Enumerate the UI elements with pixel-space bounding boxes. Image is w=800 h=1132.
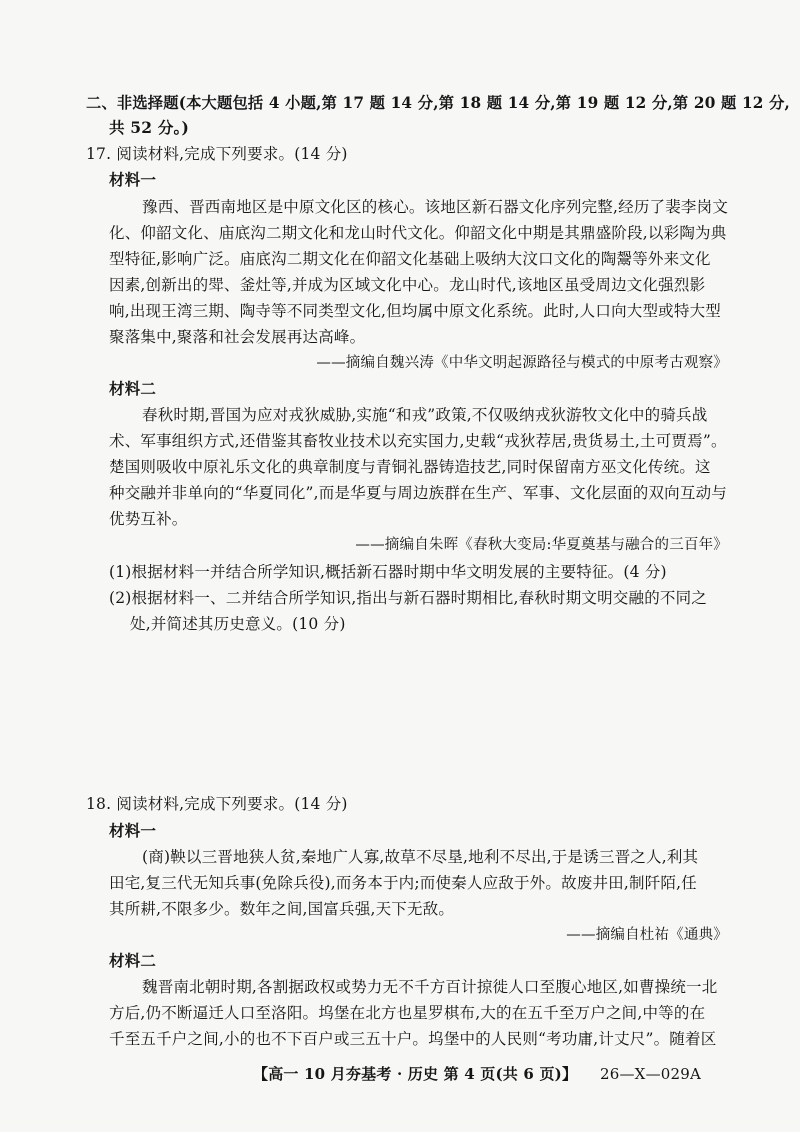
q17-m2-line: 楚国则吸收中原礼乐文化的典章制度与青铜礼器铸造技艺,同时保留南方巫文化传统。这 [109, 458, 711, 476]
q17-m1-line: 聚落集中,聚落和社会发展再达高峰。 [109, 328, 366, 346]
q18-m2-line: 魏晋南北朝时期,各割据政权或势力无不千方百计掠徙人口至腹心地区,如曹操统一北 [142, 978, 718, 996]
q18-title: 18. 阅读材料,完成下列要求。(14 分) [86, 795, 348, 813]
section-heading-line-2: 共 52 分。) [109, 118, 190, 137]
q18-m1-line: 田宅,复三代无知兵事(免除兵役),而务本于内;而使秦人应敌于外。故废井田,制阡陌,任 [109, 874, 697, 892]
q17-subquestion-1: (1)根据材料一并结合所学知识,概括新石器时期中华文明发展的主要特征。(4 分) [109, 563, 667, 581]
q17-m1-line: 豫西、晋西南地区是中原文化区的核心。该地区新石器文化序列完整,经历了裴李岗文 [142, 198, 729, 216]
q17-m2-line: 术、军事组织方式,还借鉴其畜牧业技术以充实国力,史载“戎狄荐居,贵货易土,土可贾焉”。 [109, 432, 727, 450]
q17-material-2-label: 材料二 [109, 379, 157, 398]
q17-m2-source: ——摘编自朱晖《春秋大变局:华夏奠基与融合的三百年》 [355, 537, 728, 553]
q18-m1-source: ——摘编自杜祐《通典》 [566, 927, 728, 943]
q17-m2-line: 春秋时期,晋国为应对戎狄威胁,实施“和戎”政策,不仅吸纳戎狄游牧文化中的骑兵战 [142, 406, 708, 424]
q18-m2-line: 方后,仍不断逼迁人口至洛阳。坞堡在北方也星罗棋布,大的在五千至万户之间,中等的在 [109, 1004, 706, 1022]
q17-material-1-label: 材料一 [109, 170, 157, 189]
q17-m1-line: 化、仰韶文化、庙底沟二期文化和龙山时代文化。仰韶文化中期是其鼎盛阶段,以彩陶为典 [109, 224, 727, 242]
q17-m1-source: ——摘编自魏兴涛《中华文明起源路径与模式的中原考古观察》 [316, 355, 728, 371]
q18-material-1-label: 材料一 [109, 821, 157, 840]
q17-title: 17. 阅读材料,完成下列要求。(14 分) [86, 145, 348, 163]
q18-material-2-label: 材料二 [109, 951, 157, 970]
q17-m2-line: 种交融并非单向的“华夏同化”,而是华夏与周边族群在生产、军事、文化层面的双向互动与 [109, 484, 727, 502]
q17-m1-line: 型特征,影响广泛。庙底沟二期文化在仰韶文化基础上吸纳大汶口文化的陶鬶等外来文化 [109, 250, 711, 268]
q17-subquestion-2-line-1: (2)根据材料一、二并结合所学知识,指出与新石器时期相比,春秋时期文明交融的不同之 [109, 589, 708, 607]
q18-m1-line: (商)鞅以三晋地狭人贫,秦地广人寡,故草不尽垦,地利不尽出,于是诱三晋之人,利其 [142, 848, 699, 866]
section-heading-line-1: 二、非选择题(本大题包括 4 小题,第 17 题 14 分,第 18 题 14 分,第 19 题 12 分,第 20 题 12 分, [86, 93, 791, 112]
q17-m1-line: 响,出现王湾三期、陶寺等不同类型文化,但均属中原文化系统。此时,人口向大型或特大型 [109, 302, 721, 320]
q18-m1-line: 其所耕,不限多少。数年之间,国富兵强,天下无敌。 [109, 900, 455, 918]
q17-m2-line: 优势互补。 [109, 510, 188, 528]
exam-code: 26—X—029A [600, 1065, 702, 1083]
q17-subquestion-2-line-2: 处,并简述其历史意义。(10 分) [130, 615, 346, 633]
q17-m1-line: 因素,创新出的斝、釜灶等,并成为区域文化中心。龙山时代,该地区虽受周边文化强烈影 [109, 276, 706, 294]
q18-m2-line: 千至五千户之间,小的也不下百户或三五十户。坞堡中的人民则“考功庸,计丈尺”。随着区 [109, 1030, 717, 1048]
page-footer-label: 【高一 10 月夯基考 · 历史 第 4 页(共 6 页)】 [253, 1065, 578, 1083]
